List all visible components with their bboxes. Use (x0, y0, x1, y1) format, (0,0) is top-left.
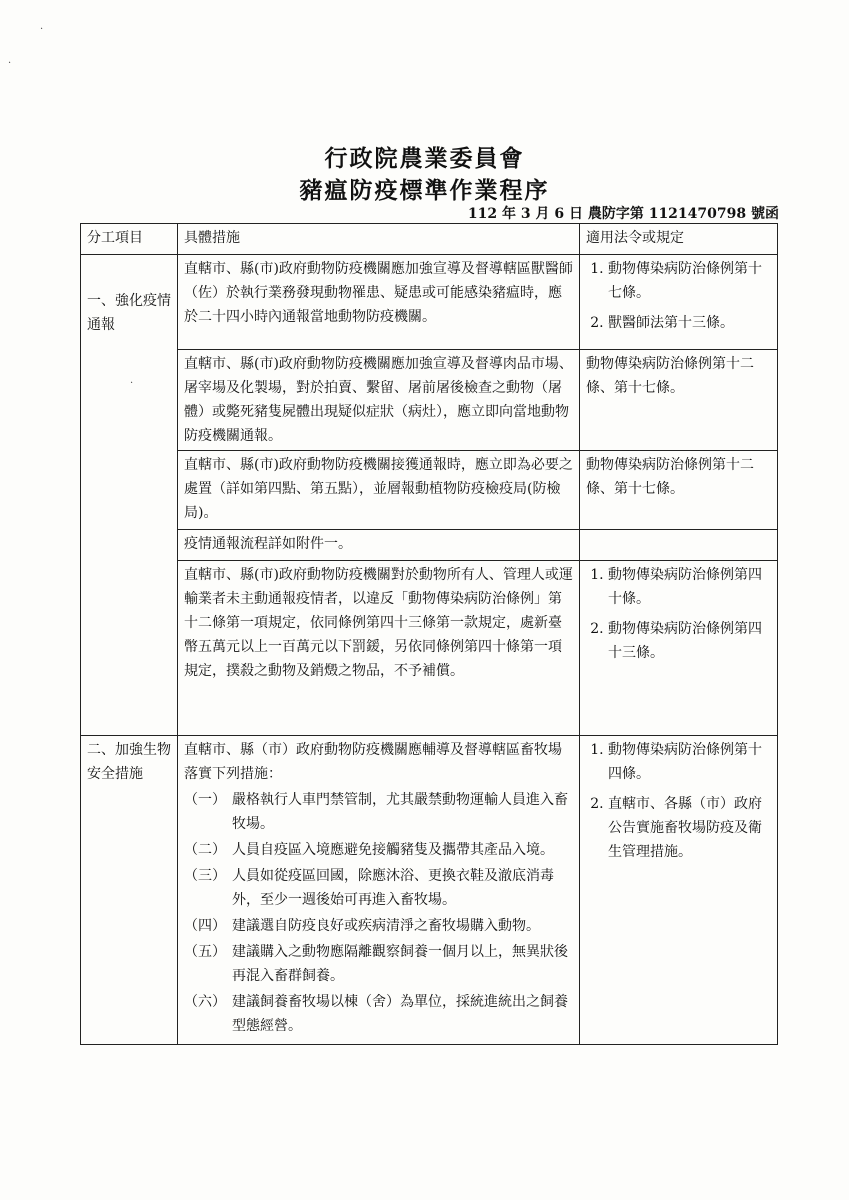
table-row (81, 736, 778, 1045)
document-subtitle: 豬瘟防疫標準作業程序 (299, 177, 550, 204)
table-row (81, 530, 778, 561)
scan-mark: · (40, 24, 44, 35)
table-row (81, 451, 778, 530)
table-row (81, 255, 778, 350)
scan-mark: · (8, 58, 12, 69)
category-cell: 一、強化疫情通報 (81, 255, 178, 736)
measure-text: 嚴格執行人車門禁管制，尤其嚴禁動物運輸人員進入畜牧場。 (232, 792, 568, 832)
measure-cell: 直轄市、縣(市)政府動物防疫機關接獲通報時，應立即為必要之處置（詳如第四點、第五點），並層報動植物防疫檢疫局(防檢局)。 (178, 451, 580, 530)
regulation-item: 1. 動物傳染病防治條例第十七條。 (608, 257, 771, 305)
regulation-list (586, 738, 771, 864)
regulation-item: 1. 動物傳染病防治條例第十四條。 (608, 738, 771, 786)
measure-item (184, 914, 573, 938)
measure-item (184, 788, 573, 836)
measure-item (184, 864, 573, 912)
measure-text: 建議選自防疫良好或疾病清淨之畜牧場購入動物。 (232, 918, 540, 934)
document-title: 行政院農業委員會 (324, 145, 525, 172)
regulation-list (586, 563, 771, 665)
regulation-cell (580, 561, 778, 736)
measure-text: 人員如從疫區回國，除應沐浴、更換衣鞋及澈底消毒外，至少一週後始可再進入畜牧場。 (232, 868, 554, 908)
regulation-cell (580, 736, 778, 1045)
measure-intro: 直轄市、縣（市）政府動物防疫機關應輔導及督導轄區畜牧場落實下列措施： (184, 742, 562, 782)
measure-label: （四） (184, 918, 226, 934)
measure-text: 建議飼養畜牧場以棟（舍）為單位，採統進統出之飼養型態經營。 (232, 994, 568, 1034)
measure-item (184, 940, 573, 988)
scan-mark: · (130, 378, 134, 389)
measure-cell: 直轄市、縣(市)政府動物防疫機關對於動物所有人、管理人或運輸業者未主動通報疫情者，以違反「動物傳染病防治條例」第十二條第一項規定，依同條例第四十三條第一款規定，處新臺幣五萬元以上一百萬元以下罰鍰，另依同條例第四十條第一項規定，撲殺之動物及銷燬之物品，不予補償。 (178, 561, 580, 736)
regulation-cell (580, 255, 778, 350)
measure-text: 建議購入之動物應隔離觀察飼養一個月以上，無異狀後再混入畜群飼養。 (232, 944, 568, 984)
regulation-item: 1. 動物傳染病防治條例第四十條。 (608, 563, 771, 611)
regulation-item: 2. 動物傳染病防治條例第四十三條。 (608, 617, 771, 665)
category-cell: 二、加強生物安全措施 (81, 736, 178, 1045)
regulation-list (586, 257, 771, 335)
document-number: 112 年 3 月 6 日 農防字第 1121470798 號函 (467, 206, 779, 222)
measure-cell (178, 736, 580, 1045)
measure-cell: 疫情通報流程詳如附件一。 (178, 530, 580, 561)
measure-cell: 直轄市、縣(市)政府動物防疫機關應加強宣導及督導肉品市場、屠宰場及化製場，對於拍賣、繫留、屠前屠後檢查之動物（屠體）或斃死豬隻屍體出現疑似症狀（病灶），應立即向當地動物防疫機關通報。 (178, 350, 580, 451)
table-header-row (81, 224, 778, 255)
table-row (81, 561, 778, 736)
measure-label: （一） (184, 792, 226, 808)
measure-label: （五） (184, 944, 226, 960)
regulation-item: 2. 獸醫師法第十三條。 (608, 311, 771, 335)
regulation-cell (580, 530, 778, 561)
regulation-item: 2. 直轄市、各縣（市）政府公告實施畜牧場防疫及衛生管理措施。 (608, 792, 771, 864)
regulation-cell: 動物傳染病防治條例第十二條、第十七條。 (580, 451, 778, 530)
column-header: 適用法令或規定 (580, 224, 778, 255)
column-header: 分工項目 (81, 224, 178, 255)
procedure-table (80, 223, 778, 1045)
measure-cell: 直轄市、縣(市)政府動物防疫機關應加強宣導及督導轄區獸醫師（佐）於執行業務發現動物罹患、疑患或可能感染豬瘟時，應於二十四小時內通報當地動物防疫機關。 (178, 255, 580, 350)
measure-item (184, 990, 573, 1038)
measure-text: 人員自疫區入境應避免接觸豬隻及攜帶其產品入境。 (232, 842, 554, 858)
column-header: 具體措施 (178, 224, 580, 255)
table-row (81, 350, 778, 451)
measure-label: （三） (184, 868, 226, 884)
measure-label: （六） (184, 994, 226, 1010)
measure-item (184, 838, 573, 862)
regulation-cell: 動物傳染病防治條例第十二條、第十七條。 (580, 350, 778, 451)
measure-label: （二） (184, 842, 226, 858)
